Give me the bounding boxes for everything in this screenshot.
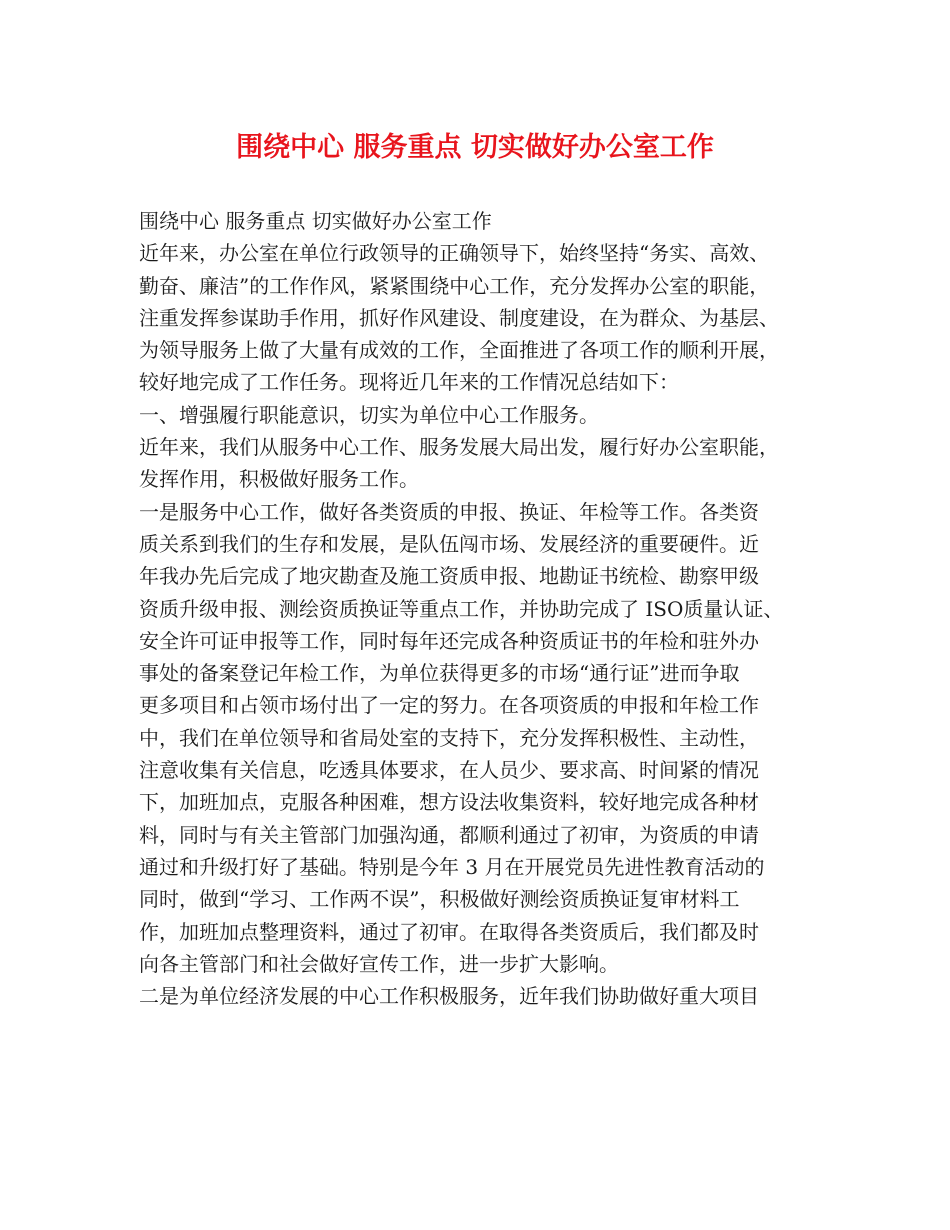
- body-line: 近年来，办公室在单位行政领导的正确领导下，始终坚持“务实、高效、: [139, 241, 770, 266]
- body-line: 近年来，我们从服务中心工作、服务发展大局出发，履行好办公室职能，: [139, 435, 779, 460]
- body-line: 为领导服务上做了大量有成效的工作，全面推进了各项工作的顺利开展，: [139, 338, 779, 363]
- body-line: 通过和升级打好了基础。特别是今年 3 月在开展党员先进性教育活动的: [139, 854, 765, 879]
- body-line: 质关系到我们的生存和发展，是队伍闯市场、发展经济的重要硬件。近: [139, 531, 759, 556]
- body-line: 更多项目和占领市场付出了一定的努力。在各项资质的申报和年检工作: [139, 693, 759, 718]
- body-line: 一是服务中心工作，做好各类资质的申报、换证、年检等工作。各类资: [139, 499, 759, 524]
- section-heading: 一、增强履行职能意识，切实为单位中心工作服务。: [139, 402, 599, 427]
- body-line: 作，加班加点整理资料，通过了初审。在取得各类资质后，我们都及时: [139, 919, 759, 944]
- body-line: 资质升级申报、测绘资质换证等重点工作，并协助完成了 ISO质量认证、: [139, 596, 784, 621]
- body-line: 注意收集有关信息，吃透具体要求，在人员少、要求高、时间紧的情况: [139, 758, 759, 783]
- body-line: 注重发挥参谋助手作用，抓好作风建设、制度建设，在为群众、为基层、: [139, 305, 779, 330]
- body-line: 中，我们在单位领导和省局处室的支持下，充分发挥积极性、主动性，: [139, 725, 759, 750]
- body-line: 向各主管部门和社会做好宣传工作，进一步扩大影响。: [139, 951, 619, 976]
- body-line: 安全许可证申报等工作，同时每年还完成各种资质证书的年检和驻外办: [139, 628, 759, 653]
- body-line: 事处的备案登记年检工作，为单位获得更多的市场“通行证”进而争取: [139, 661, 740, 686]
- document-title: 围绕中心 服务重点 切实做好办公室工作: [236, 132, 714, 163]
- body-line: 料，同时与有关主管部门加强沟通，都顺利通过了初审，为资质的申请: [139, 822, 759, 847]
- body-line: 年我办先后完成了地灾勘查及施工资质申报、地勘证书统检、勘察甲级: [139, 564, 759, 589]
- body-line: 较好地完成了工作任务。现将近几年来的工作情况总结如下：: [139, 370, 679, 395]
- body-line: 发挥作用，积极做好服务工作。: [139, 467, 419, 492]
- body-line: 同时，做到“学习、工作两不误”，积极做好测绘资质换证复审材料工: [139, 887, 740, 912]
- body-line: 勤奋、廉洁”的工作作风，紧紧围绕中心工作，充分发挥办公室的职能，: [139, 273, 770, 298]
- body-line: 下，加班加点，克服各种困难，想方设法收集资料，较好地完成各种材: [139, 790, 759, 815]
- body-line: 围绕中心 服务重点 切实做好办公室工作: [139, 209, 492, 233]
- document-body: [139, 205, 839, 1012]
- body-line: 二是为单位经济发展的中心工作积极服务，近年我们协助做好重大项目: [139, 984, 759, 1009]
